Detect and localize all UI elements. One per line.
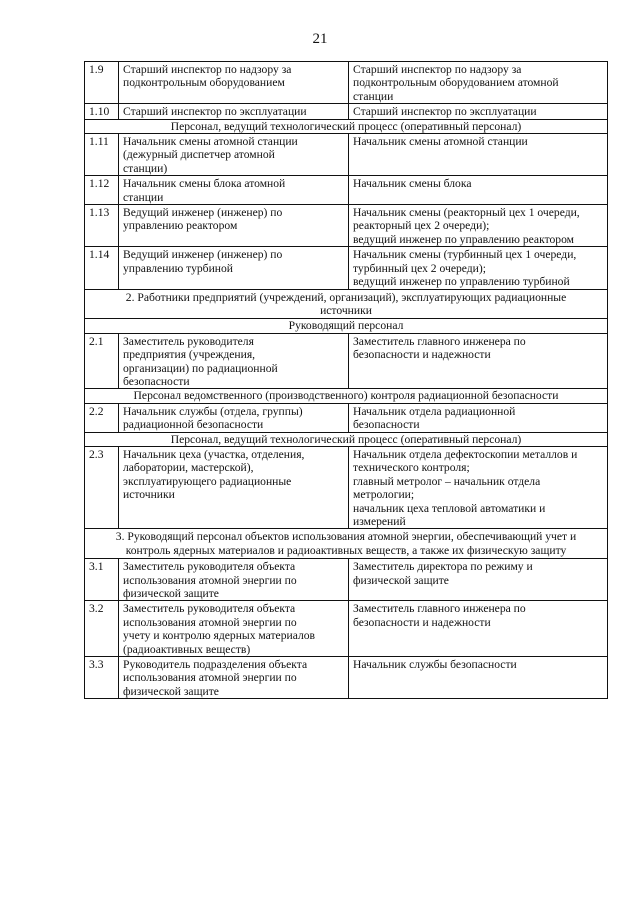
equivalent-position: Начальник отдела дефектоскопии металлов и технического контроля; главный метролог – начальник отдела метрологии; начальник цеха тепловой автоматики и измерений bbox=[349, 446, 608, 528]
table-row bbox=[85, 205, 608, 247]
row-number: 1.12 bbox=[85, 176, 119, 205]
row-number: 3.2 bbox=[85, 601, 119, 657]
position-title: Старший инспектор по эксплуатации bbox=[119, 104, 349, 119]
positions-table bbox=[84, 61, 608, 699]
equivalent-position: Начальник смены блока bbox=[349, 176, 608, 205]
section-header-text: Персонал ведомственного (производственного) контроля радиационной безопасности bbox=[85, 389, 608, 403]
section-header-text: Персонал, ведущий технологический процесс (оперативный персонал) bbox=[85, 432, 608, 446]
equivalent-position: Начальник смены атомной станции bbox=[349, 134, 608, 176]
position-title: Начальник смены блока атомной станции bbox=[119, 176, 349, 205]
table-row bbox=[85, 446, 608, 528]
position-title: Ведущий инженер (инженер) по управлению турбиной bbox=[119, 247, 349, 289]
table-row bbox=[85, 559, 608, 601]
table-row bbox=[85, 601, 608, 657]
table-row bbox=[85, 247, 608, 289]
section-header-row bbox=[85, 319, 608, 333]
section-header-row bbox=[85, 529, 608, 559]
row-number: 2.1 bbox=[85, 333, 119, 389]
table-row bbox=[85, 657, 608, 699]
section-header-row bbox=[85, 389, 608, 403]
table-row bbox=[85, 104, 608, 119]
row-number: 3.3 bbox=[85, 657, 119, 699]
section-header-text: 2. Работники предприятий (учреждений, организаций), эксплуатирующих радиационные источники bbox=[85, 289, 608, 319]
table-row bbox=[85, 62, 608, 104]
equivalent-position: Заместитель главного инженера по безопасности и надежности bbox=[349, 601, 608, 657]
row-number: 1.13 bbox=[85, 205, 119, 247]
row-number: 3.1 bbox=[85, 559, 119, 601]
equivalent-position: Заместитель главного инженера по безопасности и надежности bbox=[349, 333, 608, 389]
position-title: Руководитель подразделения объекта использования атомной энергии по физической защите bbox=[119, 657, 349, 699]
position-title: Начальник смены атомной станции (дежурный диспетчер атомной станции) bbox=[119, 134, 349, 176]
section-header-row bbox=[85, 432, 608, 446]
table-row bbox=[85, 134, 608, 176]
position-title: Начальник цеха (участка, отделения, лаборатории, мастерской), эксплуатирующего радиационные источники bbox=[119, 446, 349, 528]
row-number: 1.10 bbox=[85, 104, 119, 119]
section-header-row bbox=[85, 119, 608, 133]
equivalent-position: Начальник службы безопасности bbox=[349, 657, 608, 699]
section-header-row bbox=[85, 289, 608, 319]
page-number: 21 bbox=[312, 31, 328, 47]
section-header-text: 3. Руководящий персонал объектов использования атомной энергии, обеспечивающий учет и контроль ядерных материалов и радиоактивных веществ, а также их физическую защиту bbox=[85, 529, 608, 559]
position-title: Заместитель руководителя объекта использования атомной энергии по физической защите bbox=[119, 559, 349, 601]
row-number: 1.14 bbox=[85, 247, 119, 289]
table-row bbox=[85, 176, 608, 205]
row-number: 2.2 bbox=[85, 403, 119, 432]
row-number: 2.3 bbox=[85, 446, 119, 528]
equivalent-position: Старший инспектор по надзору за подконтрольным оборудованием атомной станции bbox=[349, 62, 608, 104]
table-row bbox=[85, 333, 608, 389]
position-title: Заместитель руководителя предприятия (учреждения, организации) по радиационной безопасности bbox=[119, 333, 349, 389]
positions-table-body bbox=[85, 62, 608, 699]
row-number: 1.9 bbox=[85, 62, 119, 104]
section-header-text: Руководящий персонал bbox=[85, 319, 608, 333]
equivalent-position: Начальник смены (турбинный цех 1 очереди, турбинный цех 2 очереди); ведущий инженер по управлению турбиной bbox=[349, 247, 608, 289]
equivalent-position: Начальник отдела радиационной безопасности bbox=[349, 403, 608, 432]
position-title: Начальник службы (отдела, группы) радиационной безопасности bbox=[119, 403, 349, 432]
equivalent-position: Заместитель директора по режиму и физической защите bbox=[349, 559, 608, 601]
position-title: Старший инспектор по надзору за подконтрольным оборудованием bbox=[119, 62, 349, 104]
position-title: Ведущий инженер (инженер) по управлению реактором bbox=[119, 205, 349, 247]
equivalent-position: Начальник смены (реакторный цех 1 очереди, реакторный цех 2 очереди); ведущий инженер по управлению реактором bbox=[349, 205, 608, 247]
row-number: 1.11 bbox=[85, 134, 119, 176]
position-title: Заместитель руководителя объекта использования атомной энергии по учету и контролю ядерных материалов (радиоактивных веществ) bbox=[119, 601, 349, 657]
table-row bbox=[85, 403, 608, 432]
section-header-text: Персонал, ведущий технологический процесс (оперативный персонал) bbox=[85, 119, 608, 133]
equivalent-position: Старший инспектор по эксплуатации bbox=[349, 104, 608, 119]
